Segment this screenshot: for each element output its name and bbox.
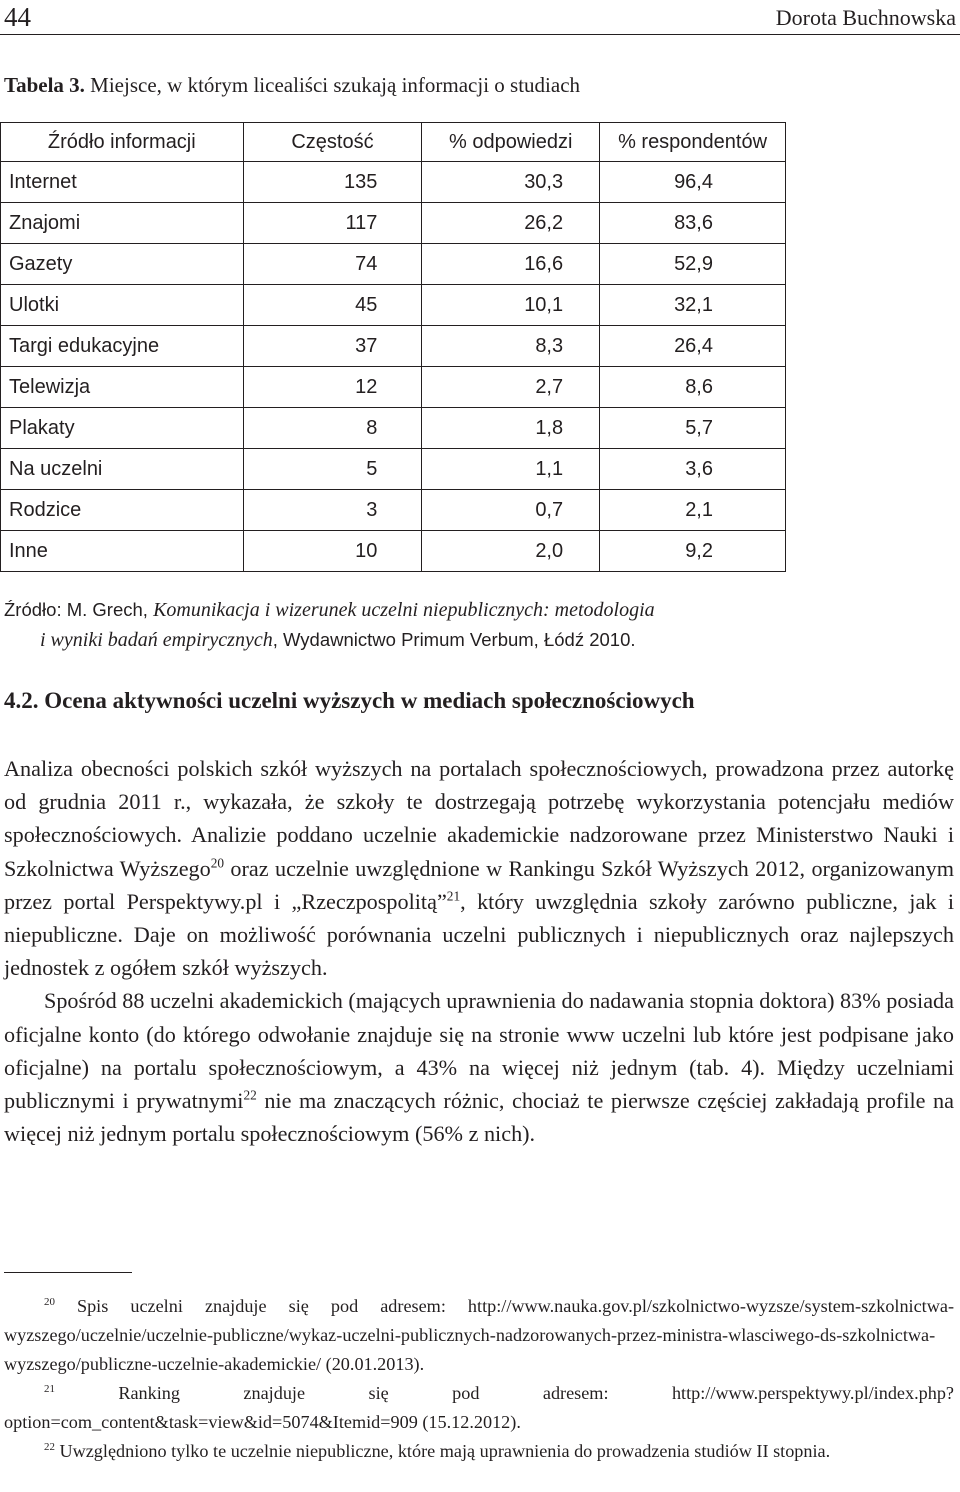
paragraph-text: nie ma znaczących różnic, chociaż te pierwsze częściej zakładają profile na więcej niż jednym portalu społecznościowym (56% z nich).	[4, 1088, 954, 1147]
table-cell: 3,6	[600, 449, 786, 490]
running-head-author: Dorota Buchnowska	[775, 5, 956, 30]
table-cell: Rodzice	[1, 490, 244, 531]
table-header-row	[1, 123, 786, 162]
table-cell: Inne	[1, 531, 244, 572]
table-cell: 1,8	[422, 408, 600, 449]
paragraph-text: , który uwzględnia szkoły zarówno publiczne, jak i niepubliczne. Daje on możliwość porównania uczelni publicznych i niepublicznych oraz najlepszych jednostek z ogółem szkół wyższych.	[4, 888, 954, 981]
table-row	[1, 490, 786, 531]
table-caption	[4, 73, 580, 98]
footnote-number: 21	[44, 1382, 55, 1395]
table-row	[1, 408, 786, 449]
table-cell: 2,0	[422, 531, 600, 572]
table-cell: Znajomi	[1, 203, 244, 244]
table-cell: 5,7	[600, 408, 786, 449]
table-cell: 8,6	[600, 367, 786, 408]
table-cell: Gazety	[1, 244, 244, 285]
paragraph	[4, 984, 954, 1150]
table-cell: 32,1	[600, 285, 786, 326]
table-cell: 2,7	[422, 367, 600, 408]
page-number: 44	[4, 2, 31, 32]
table-cell: 30,3	[422, 162, 600, 203]
table-cell: Na uczelni	[1, 449, 244, 490]
footnote-text: Ranking znajduje się pod adresem: http://www.perspektywy.pl/index.php?option=com_content&task=view&id=5074&Itemid=909 (15.12.2012).	[4, 1383, 954, 1432]
table-cell: 45	[243, 285, 422, 326]
column-header: Częstość	[243, 123, 422, 162]
footnote	[4, 1437, 954, 1466]
footnote-ref: 22	[243, 1087, 257, 1103]
column-header: Źródło informacji	[1, 123, 244, 162]
paragraph-text: Analiza obecności polskich szkół wyższych na portalach społecznościowych, prowadzona przez autorkę od grudnia 2011 r., wykazała, że szkoły te dostrzegają potrzebę wykorzystania potencjału mediów społecznościowych. Analizie poddano uczelnie akademickie nadzorowane przez Ministerstwo Nauki i Szkolnictwa Wyższego	[4, 756, 954, 881]
data-table	[0, 122, 786, 572]
table-cell: 26,2	[422, 203, 600, 244]
footnotes	[4, 1292, 954, 1466]
table-cell: Targi edukacyjne	[1, 326, 244, 367]
table-cell: 37	[243, 326, 422, 367]
footnote-text: Spis uczelni znajduje się pod adresem: http://www.nauka.gov.pl/szkolnictwo-wyzsze/system-szkolnictwa-wyzszego/uczelnie/uczelnie-publiczne/wykaz-uczelni-publicznych-nadzorowanych-przez-ministra-wlasciwego-ds-szkolnictwa-wyzszego/publiczne-uczelnie-akademickie/ (20.01.2013).	[4, 1296, 954, 1374]
table-cell: 74	[243, 244, 422, 285]
table-label: Tabela 3.	[4, 73, 85, 97]
table-cell: 26,4	[600, 326, 786, 367]
body-text	[4, 752, 954, 1150]
table-cell: 52,9	[600, 244, 786, 285]
table-cell: Telewizja	[1, 367, 244, 408]
footnote	[4, 1292, 954, 1379]
table-row	[1, 449, 786, 490]
table-cell: 2,1	[600, 490, 786, 531]
section-heading: 4.2. Ocena aktywności uczelni wyższych w mediach społecznościowych	[4, 688, 695, 713]
table-cell: Internet	[1, 162, 244, 203]
column-header: % odpowiedzi	[422, 123, 600, 162]
table-cell: 5	[243, 449, 422, 490]
footnote-divider	[4, 1272, 132, 1273]
table-row	[1, 162, 786, 203]
source-prefix: Źródło: M. Grech,	[4, 599, 154, 620]
table-row	[1, 285, 786, 326]
table-row	[1, 531, 786, 572]
table-row	[1, 367, 786, 408]
paragraph	[4, 752, 954, 984]
source-suffix: , Wydawnictwo Primum Verbum, Łódź 2010.	[272, 629, 636, 650]
table-cell: Plakaty	[1, 408, 244, 449]
paragraph-text: Spośród 88 uczelni akademickich (mających uprawnienia do nadawania stopnia doktora) 83% posiada oficjalne konto (do którego odwołanie znajduje się na stronie www uczelni lub które jest podpisane jako oficjalne) na portalu społecznościowym, a 43% na więcej niż jednym (tab. 4). Między uczelniami publicznymi i prywatnymi	[4, 988, 955, 1114]
table-cell: 135	[243, 162, 422, 203]
table-cell: 83,6	[600, 203, 786, 244]
footnote-ref: 21	[446, 888, 461, 904]
footnote	[4, 1379, 954, 1437]
page-header	[0, 0, 960, 35]
table-cell: 16,6	[422, 244, 600, 285]
table-row	[1, 244, 786, 285]
table-row	[1, 326, 786, 367]
table-cell: 8,3	[422, 326, 600, 367]
table-cell: 8	[243, 408, 422, 449]
table-cell: 9,2	[600, 531, 786, 572]
table-cell: Ulotki	[1, 285, 244, 326]
footnote-text: Uwzględniono tylko te uczelnie niepubliczne, które mają uprawnienia do prowadzenia studiów II stopnia.	[54, 1441, 831, 1461]
footnote-ref: 20	[210, 855, 225, 871]
table-cell: 1,1	[422, 449, 600, 490]
table-cell: 12	[243, 367, 422, 408]
footnote-number: 20	[44, 1295, 55, 1308]
table-cell: 10,1	[422, 285, 600, 326]
table-row	[1, 203, 786, 244]
table-cell: 96,4	[600, 162, 786, 203]
table-cell: 10	[243, 531, 422, 572]
table-cell: 117	[243, 203, 422, 244]
paragraph-text: oraz uczelnie uwzględnione w Rankingu Szkół Wyższych 2012, organizowanym przez portal Perspektywy.pl i „Rzeczpospolitą”	[4, 855, 954, 914]
source-title: Komunikacja i wizerunek uczelni niepublicznych: metodologia	[153, 599, 655, 621]
table-source-note	[4, 595, 954, 655]
table-body	[1, 162, 786, 572]
table-cell: 3	[243, 490, 422, 531]
footnote-number: 22	[44, 1440, 55, 1453]
source-title-continued: i wyniki badań empirycznych	[40, 629, 273, 651]
table-cell: 0,7	[422, 490, 600, 531]
column-header: % respondentów	[600, 123, 786, 162]
table-title: Miejsce, w którym licealiści szukają informacji o studiach	[90, 73, 581, 97]
